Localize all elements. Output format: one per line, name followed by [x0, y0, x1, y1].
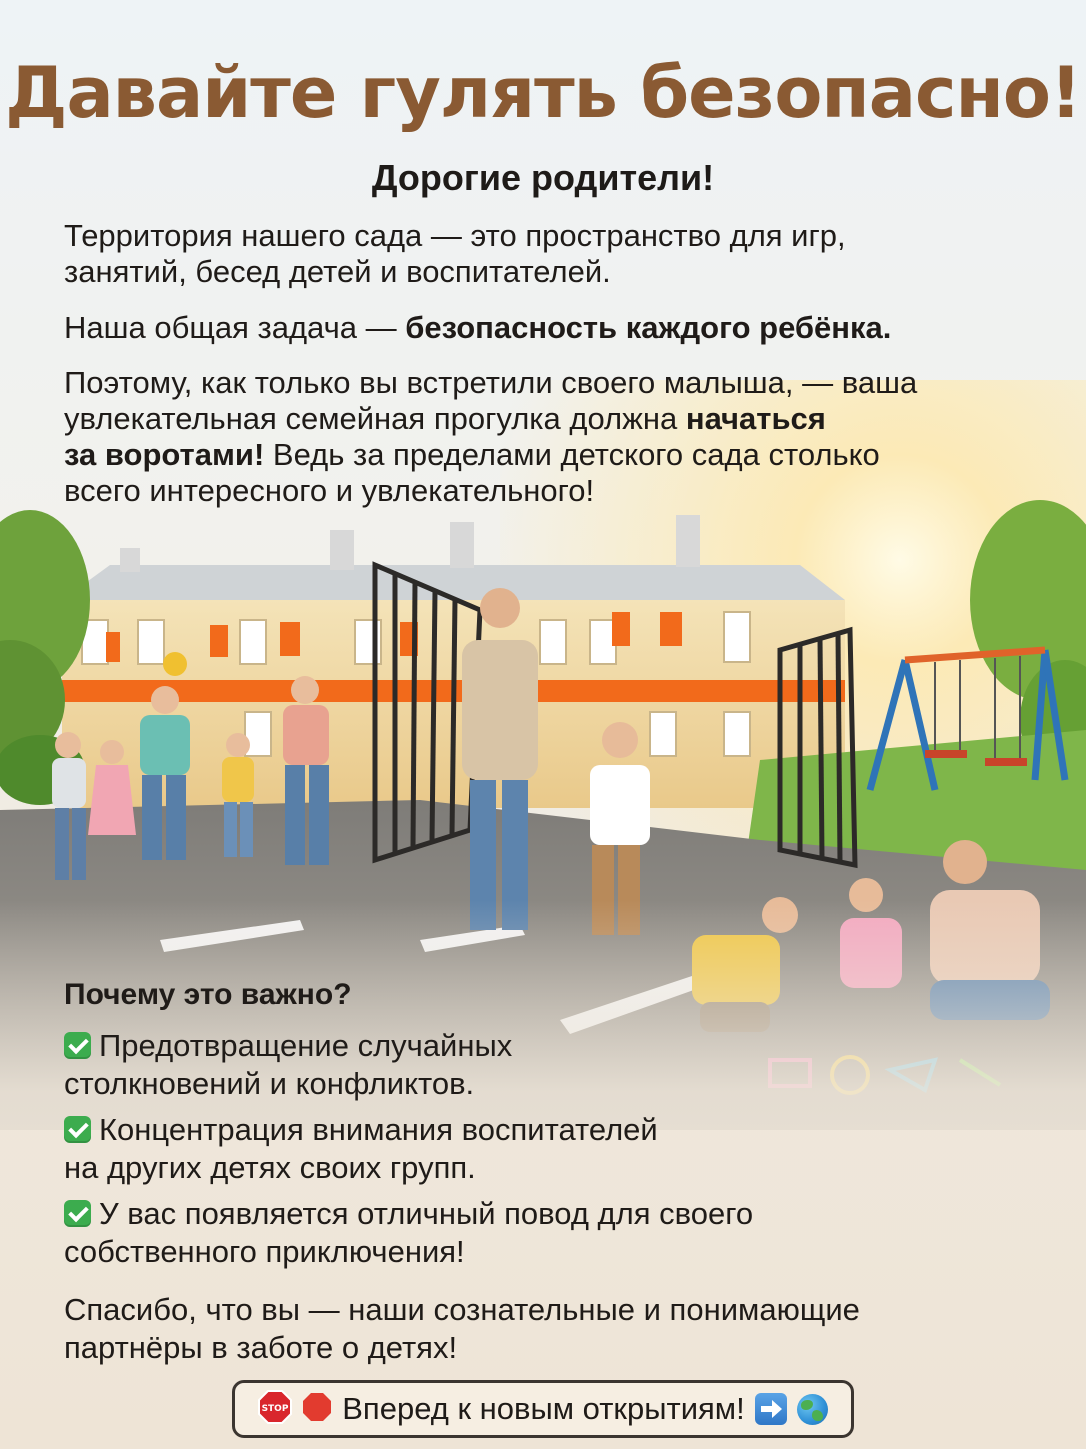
page-title: Давайте гулять безопасно!	[5, 52, 1081, 134]
red-octagon-icon	[302, 1392, 332, 1427]
check-mark-icon	[64, 1200, 91, 1227]
forward-button[interactable]	[232, 1380, 854, 1438]
forward-button-label: Вперед к новым открытиям!	[342, 1391, 745, 1426]
why-heading: Почему это важно?	[64, 978, 352, 1011]
stop-sign-icon	[258, 1390, 292, 1429]
greeting: Дорогие родители!	[371, 157, 715, 198]
reason-item	[64, 1195, 824, 1271]
reason-item	[64, 1111, 824, 1187]
reason-item	[64, 1027, 824, 1103]
intro-paragraph-territory: Территория нашего сада — это пространство для игр, занятий, бесед детей и воспитателей.	[64, 218, 846, 289]
check-mark-icon	[64, 1032, 91, 1059]
reason-text: Концентрация внимания воспитателей на других детях своих групп.	[64, 1112, 658, 1185]
intro-paragraph-walk: Поэтому, как только вы встретили своего малыша, — ваша увлекательная семейная прогулка должна начаться за воротами! Ведь за пределами детского сада столько всего интересного и увлекательного!	[64, 365, 918, 508]
check-mark-icon	[64, 1116, 91, 1143]
right-arrow-icon	[755, 1393, 787, 1425]
reason-text: Предотвращение случайных столкновений и конфликтов.	[64, 1028, 513, 1101]
stop-sign-text: STOP	[261, 1403, 289, 1414]
intro-paragraph-task: Наша общая задача — безопасность каждого ребёнка.	[64, 310, 892, 345]
reason-text: У вас появляется отличный повод для своего собственного приключения!	[64, 1196, 754, 1269]
globe-icon	[797, 1394, 828, 1425]
closing-message: Спасибо, что вы — наши сознательные и понимающие партнёры в заботе о детях!	[64, 1292, 860, 1365]
